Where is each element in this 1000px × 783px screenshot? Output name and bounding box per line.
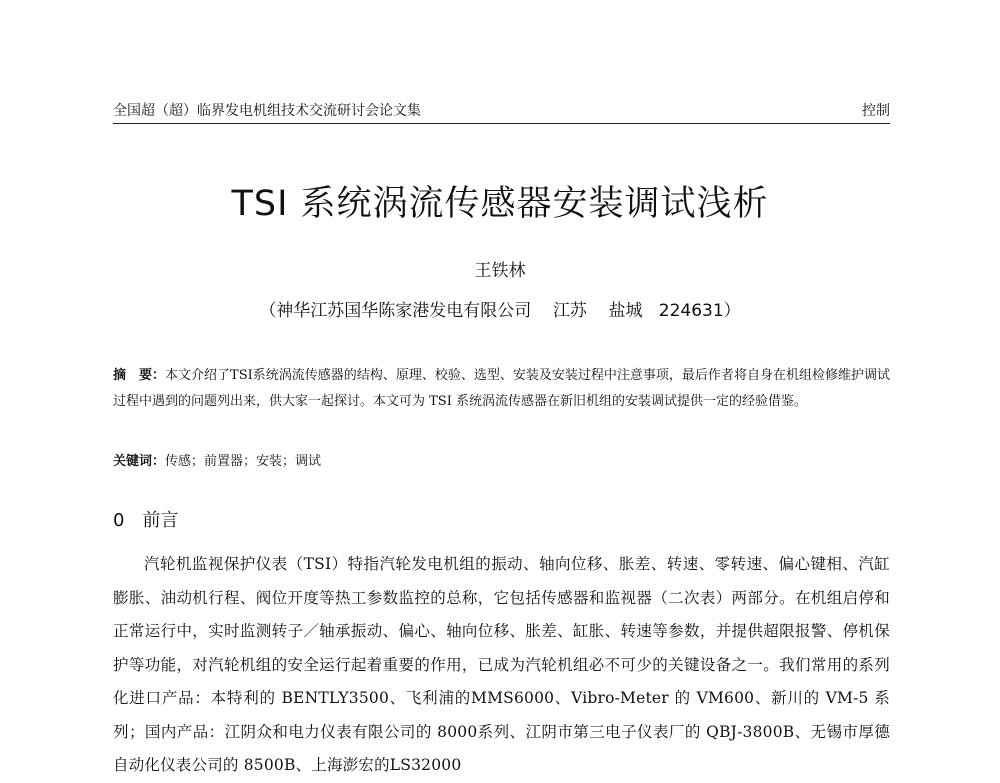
affiliation-postcode: 224631） [658, 301, 741, 321]
keywords [113, 450, 890, 474]
keywords-text: 传感；前置器；安装；调试 [165, 454, 322, 469]
affiliation-province: 江苏 [552, 301, 587, 321]
paper-title: TSI 系统涡流传感器安装调试浅析 [231, 184, 769, 224]
abstract-text: 本文介绍了TSI系统涡流传感器的结构、原理、校验、选型、安装及安装过程中注意事项，最后作者将自身在机组检修维护调试过程中遇到的问题列出来，供大家一起探讨。本文可为 TSI 系统涡流传感器在新旧机组的安装调试提供一定的经验借鉴。 [113, 368, 890, 409]
header-divider [113, 123, 890, 124]
running-header [113, 101, 890, 121]
author-affiliation [0, 298, 1000, 324]
author-name: 王铁林 [474, 261, 526, 281]
header-section-label: 控制 [862, 103, 890, 119]
abstract-label: 摘 要： [113, 368, 166, 383]
abstract [113, 363, 890, 415]
affiliation-organization: （神华江苏国华陈家港发电有限公司 [259, 301, 532, 321]
header-proceedings-title: 全国超（超）临界发电机组技术交流研讨会论文集 [113, 103, 421, 119]
keywords-label: 关键词： [113, 454, 166, 469]
affiliation-city: 盐城 [608, 301, 643, 321]
section-heading [113, 508, 178, 534]
section-number: 0 [113, 510, 125, 531]
section-title: 前言 [142, 510, 179, 531]
body-paragraph: 汽轮机监视保护仪表（TSI）特指汽轮发电机组的振动、轴向位移、胀差、转速、零转速、偏心键相、汽缸膨胀、油动机行程、阀位开度等热工参数监控的总称，它包括传感器和监视器（二次表）两部分。在机组启停和正常运行中，实时监测转子／轴承振动、偏心、轴向位移、胀差、缸胀、转速等参数，并提供超限报警、停机保护等功能，对汽轮机组的安全运行起着重要的作用，已成为汽轮机组必不可少的关键设备之一。我们常用的系列化进口产品：本特利的 BENTLY3500、飞利浦的MMS6000、Vibro-Meter 的 VM600、新川的 VM-5 系列；国内产品：江阴众和电力仪表有限公司的 8000系列、江阴市第三电子仪表厂的 QBJ-3800B、无锡市厚德自动化仪表公司的 8500B、上海澎宏的LS32000 [113, 555, 890, 774]
